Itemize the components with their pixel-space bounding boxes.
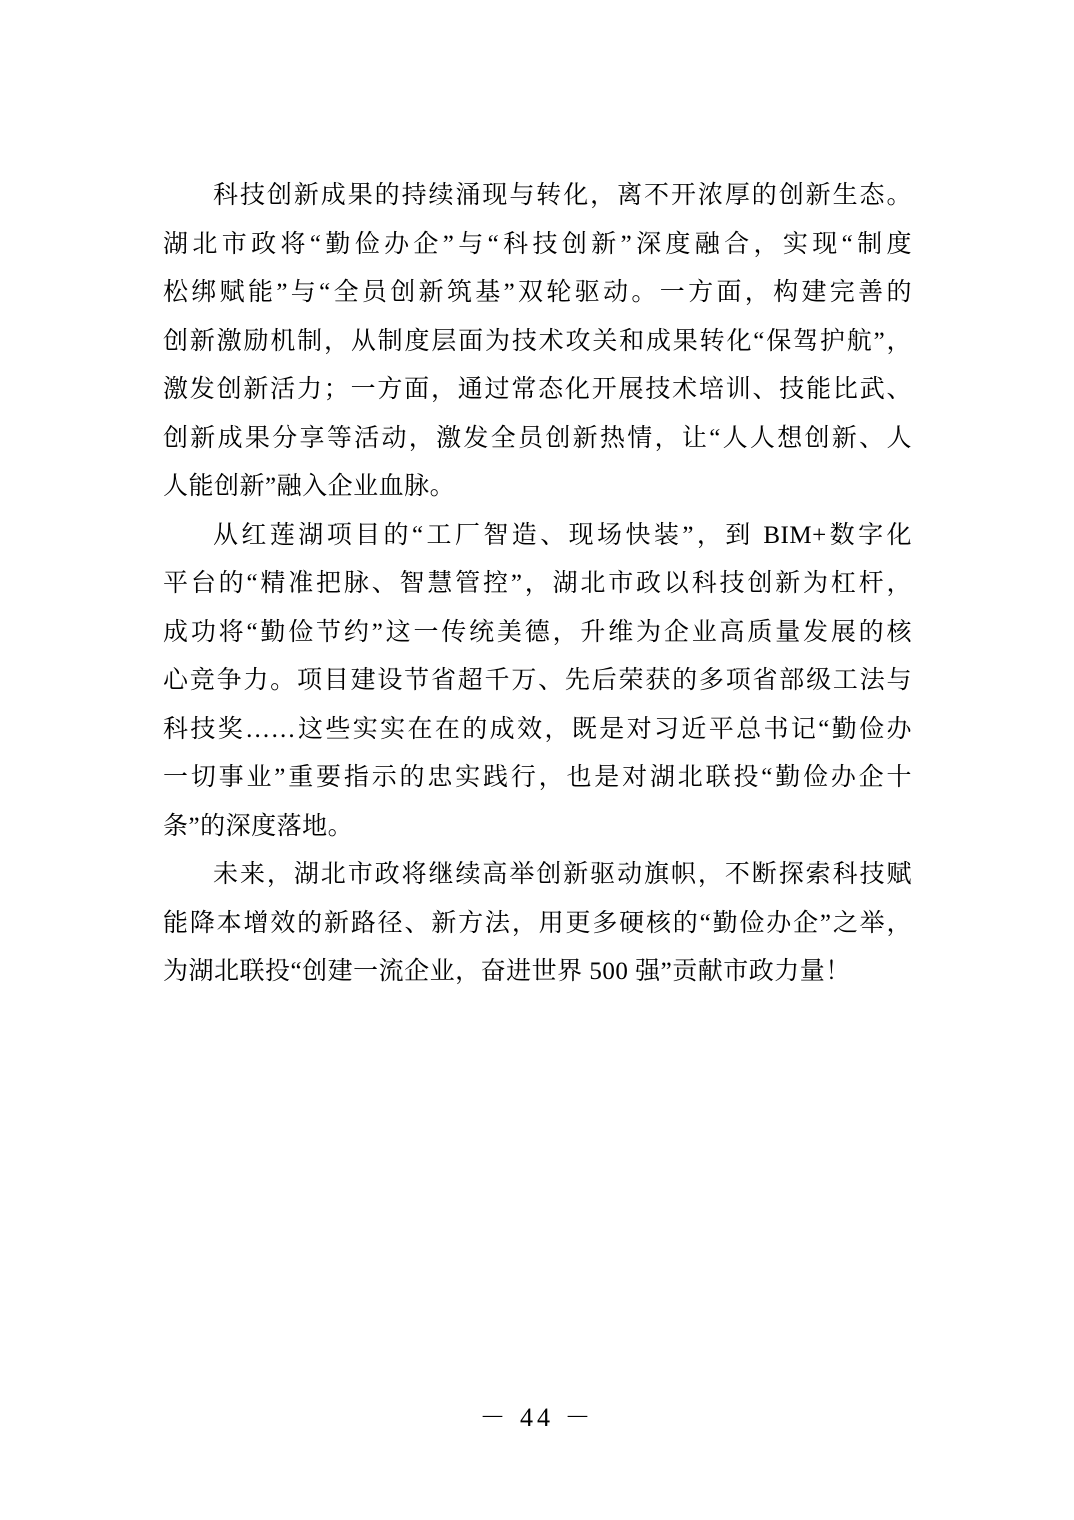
- text-line: 科技奖……这些实实在在的成效，既是对习近平总书记“勤俭办: [163, 715, 912, 743]
- text-line: 未来，湖北市政将继续高举创新驱动旗帜，不断探索科技赋: [213, 861, 912, 888]
- text-line: 人能创新”融入企业血脉。: [163, 473, 456, 500]
- text-body: [163, 172, 912, 997]
- text-line: 松绑赋能”与“全员创新筑基”双轮驱动。一方面，构建完善的: [163, 279, 912, 306]
- text-line: 条”的深度落地。: [163, 812, 354, 840]
- text-line: 科技创新成果的持续涌现与转化，离不开浓厚的创新生态。: [213, 182, 912, 209]
- text-line: 从红莲湖项目的“工厂智造、现场快装”，到 BIM+数字化: [213, 521, 912, 549]
- text-line: 湖北市政将“勤俭办企”与“科技创新”深度融合，实现“制度: [163, 230, 912, 258]
- text-line: 创新激励机制，从制度层面为技术攻关和成果转化“保驾护航”，: [163, 327, 912, 355]
- text-line: 能降本增效的新路径、新方法，用更多硬核的“勤俭办企”之举，: [163, 909, 912, 937]
- text-line: 平台的“精准把脉、智慧管控”，湖北市政以科技创新为杠杆，: [163, 570, 912, 597]
- text-line: 成功将“勤俭节约”这一传统美德，升维为企业高质量发展的核: [163, 618, 912, 646]
- paragraph-1: [163, 172, 912, 512]
- text-line: 一切事业”重要指示的忠实践行，也是对湖北联投“勤俭办企十: [163, 764, 912, 791]
- paragraph-3: [163, 851, 912, 997]
- text-line: 心竞争力。项目建设节省超千万、先后荣获的多项省部级工法与: [163, 667, 912, 694]
- paragraph-2: [163, 512, 912, 852]
- text-line: 创新成果分享等活动，激发全员创新热情，让“人人想创新、人: [163, 424, 912, 452]
- text-line: 为湖北联投“创建一流企业，奋进世界 500 强”贡献市政力量！: [163, 958, 851, 985]
- page-number: － 44 －: [479, 1403, 595, 1432]
- text-line: 激发创新活力；一方面，通过常态化开展技术培训、技能比武、: [163, 376, 912, 403]
